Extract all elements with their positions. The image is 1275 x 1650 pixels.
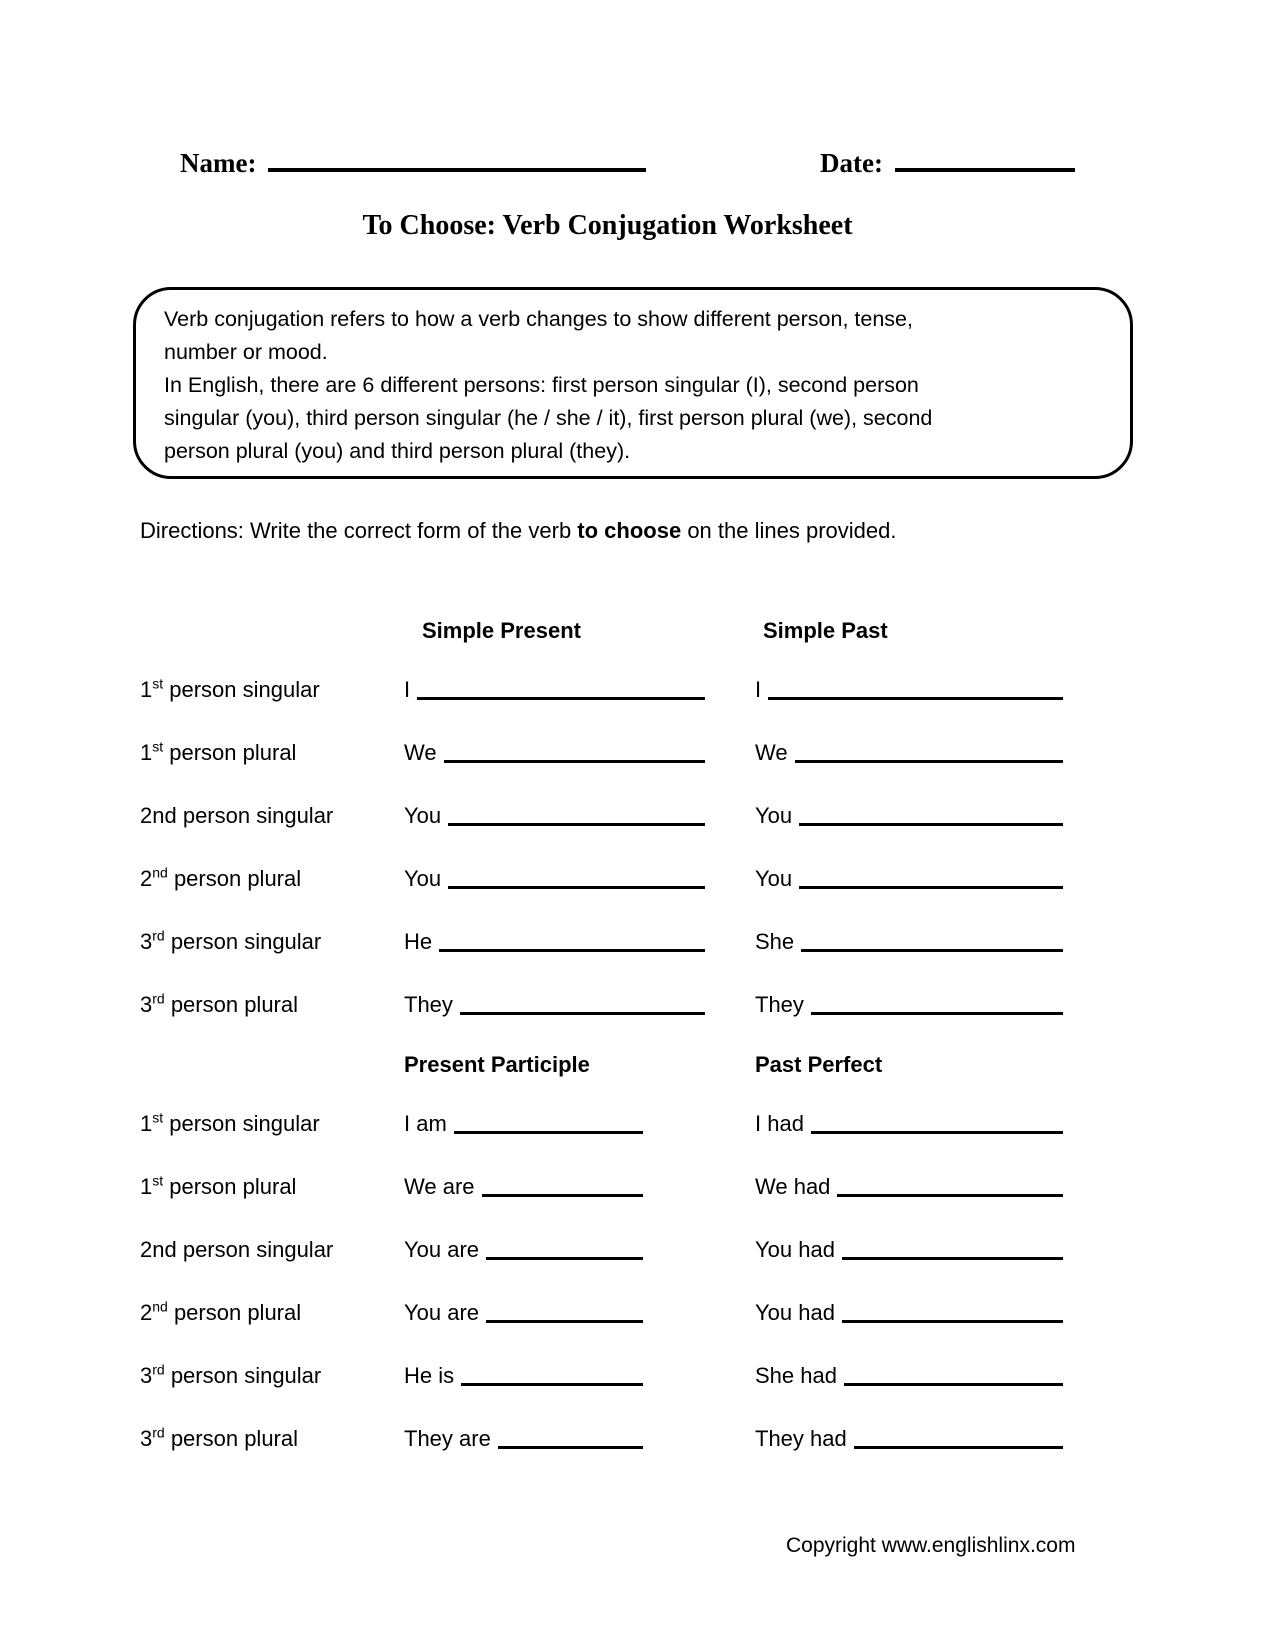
pronoun: He: [404, 929, 433, 954]
date-row: [820, 148, 1075, 179]
answer-blank: [799, 823, 1063, 826]
table-row: [140, 1399, 1090, 1462]
pronoun: He is: [404, 1363, 455, 1388]
person-ordinal-suffix: st: [152, 675, 164, 692]
page-title: To Choose: Verb Conjugation Worksheet: [362, 210, 853, 241]
pronoun: They are: [404, 1426, 491, 1451]
answer-blank: [854, 1446, 1063, 1449]
info-line: person plural (you) and third person plural (they).: [164, 439, 631, 463]
person-ordinal-suffix: rd: [152, 1424, 165, 1441]
pronoun: I: [755, 677, 762, 702]
answer-blank: [454, 1131, 643, 1134]
answer-blank: [448, 886, 705, 889]
person-ordinal-suffix: rd: [152, 927, 165, 944]
info-line: singular (you), third person singular (he / she / it), first person plural (we), second: [164, 406, 933, 430]
person-ordinal-suffix: rd: [152, 990, 165, 1007]
table-row: [140, 1147, 1090, 1210]
pronoun: You are: [404, 1237, 480, 1262]
column-header-simple-present: Simple Present: [422, 618, 581, 643]
table-header-row: [140, 598, 1090, 650]
table-row: [140, 965, 1090, 1028]
pronoun: I had: [755, 1111, 804, 1136]
person-ordinal-suffix: rd: [152, 1361, 165, 1378]
answer-blank: [844, 1383, 1063, 1386]
directions-verb: to choose: [577, 518, 682, 543]
name-row: [180, 148, 646, 179]
person-ordinal-suffix: nd: [152, 1298, 168, 1315]
person-label: 3rd person plural: [140, 990, 299, 1017]
info-line: Verb conjugation refers to how a verb changes to show different person, tense,: [164, 307, 913, 331]
pronoun: They: [755, 992, 804, 1017]
info-box: [133, 287, 1133, 479]
person-ordinal-suffix: st: [152, 1109, 164, 1126]
pronoun: You: [404, 803, 442, 828]
answer-blank: [842, 1320, 1063, 1323]
column-header-past-perfect: Past Perfect: [755, 1052, 883, 1077]
pronoun: We are: [404, 1174, 475, 1199]
table-row: [140, 1273, 1090, 1336]
pronoun: She: [755, 929, 795, 954]
pronoun: You are: [404, 1300, 480, 1325]
pronoun: She had: [755, 1363, 837, 1388]
person-ordinal-suffix: nd: [152, 864, 168, 881]
directions-prefix: Directions: Write the correct form of the verb: [140, 518, 578, 543]
answer-blank: [811, 1012, 1063, 1015]
answer-blank: [486, 1320, 643, 1323]
pronoun: You: [404, 866, 442, 891]
answer-blank: [460, 1012, 705, 1015]
person-label: 2nd person singular: [140, 803, 334, 828]
info-line: number or mood.: [164, 340, 328, 364]
table-row: [140, 902, 1090, 965]
pronoun: I: [404, 677, 411, 702]
person-label: 1st person plural: [140, 738, 297, 765]
table-row: [140, 839, 1090, 902]
answer-blank: [448, 823, 705, 826]
pronoun: You: [755, 866, 793, 891]
answer-blank: [486, 1257, 643, 1260]
pronoun: You had: [755, 1300, 835, 1325]
answer-blank: [768, 697, 1063, 700]
person-label: 3rd person singular: [140, 1361, 322, 1388]
name-label: Name:: [180, 148, 257, 178]
person-ordinal-suffix: st: [152, 738, 164, 755]
date-blank-line: [895, 168, 1075, 172]
answer-blank: [417, 697, 705, 700]
pronoun: We: [755, 740, 788, 765]
pronoun: You had: [755, 1237, 835, 1262]
answer-blank: [837, 1194, 1063, 1197]
info-line: In English, there are 6 different persons: first person singular (I), second person: [164, 373, 919, 397]
answer-blank: [799, 886, 1063, 889]
table-row: [140, 1210, 1090, 1273]
conjugation-table-1: [140, 598, 1090, 1028]
pronoun: They: [404, 992, 453, 1017]
directions: [140, 518, 896, 544]
answer-blank: [801, 949, 1063, 952]
person-ordinal-suffix: st: [152, 1172, 164, 1189]
pronoun: We had: [755, 1174, 831, 1199]
answer-blank: [461, 1383, 643, 1386]
person-label: 1st person plural: [140, 1172, 297, 1199]
table-row: [140, 1084, 1090, 1147]
name-blank-line: [268, 168, 646, 172]
column-header-simple-past: Simple Past: [763, 618, 888, 643]
pronoun: They had: [755, 1426, 847, 1451]
answer-blank: [842, 1257, 1063, 1260]
person-label: 2nd person plural: [140, 1298, 302, 1325]
person-label: 2nd person plural: [140, 864, 302, 891]
table-row: [140, 713, 1090, 776]
person-label: 2nd person singular: [140, 1237, 334, 1262]
answer-blank: [444, 760, 705, 763]
table-header-row: [140, 1032, 1090, 1084]
pronoun: I am: [404, 1111, 447, 1136]
answer-blank: [482, 1194, 643, 1197]
column-header-present-participle: Present Participle: [404, 1052, 590, 1077]
person-label: 3rd person singular: [140, 927, 322, 954]
pronoun: You: [755, 803, 793, 828]
table-row: [140, 1336, 1090, 1399]
copyright-text: Copyright www.englishlinx.com: [786, 1534, 1076, 1557]
answer-blank: [439, 949, 705, 952]
table-row: [140, 776, 1090, 839]
conjugation-table-2: [140, 1032, 1090, 1462]
table-row: [140, 650, 1090, 713]
person-label: 1st person singular: [140, 1109, 320, 1136]
person-label: 3rd person plural: [140, 1424, 299, 1451]
pronoun: We: [404, 740, 437, 765]
answer-blank: [795, 760, 1063, 763]
answer-blank: [811, 1131, 1063, 1134]
directions-suffix: on the lines provided.: [681, 518, 897, 543]
answer-blank: [498, 1446, 643, 1449]
date-label: Date:: [820, 148, 883, 178]
person-label: 1st person singular: [140, 675, 320, 702]
